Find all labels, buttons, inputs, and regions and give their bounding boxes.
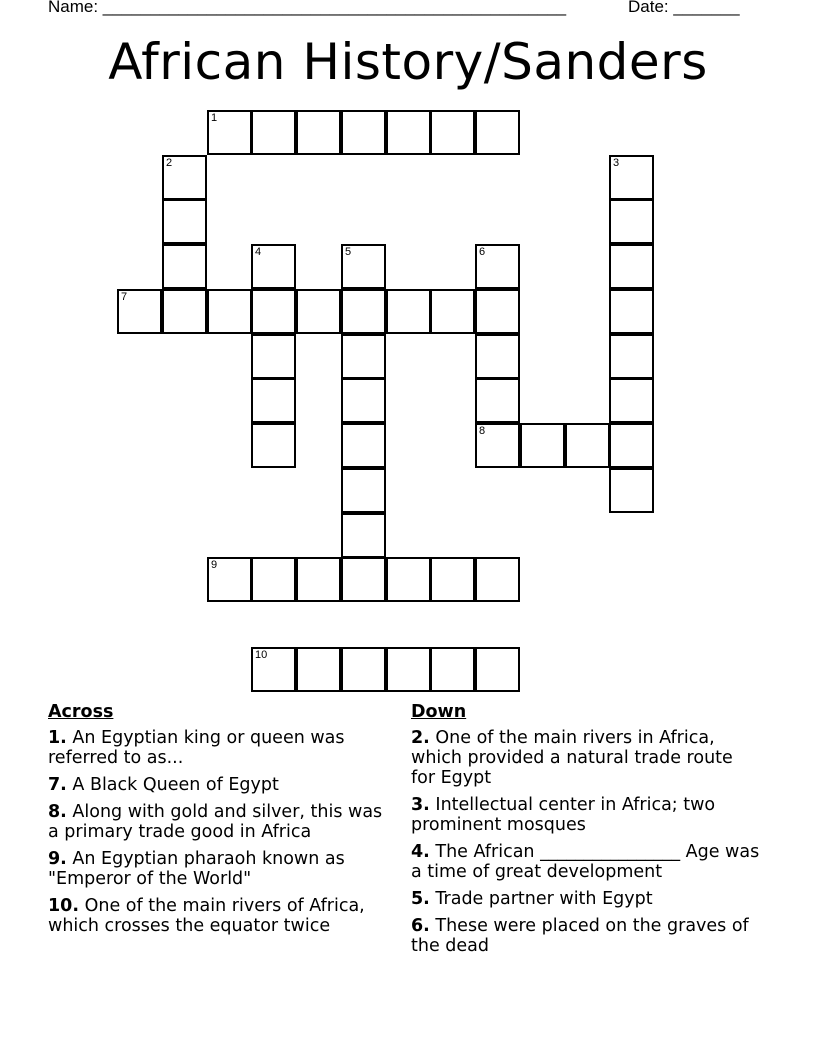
clue-text: The African ________________ Age was a time of great development bbox=[411, 842, 760, 882]
down-clue bbox=[411, 842, 761, 882]
grid-cell[interactable] bbox=[475, 557, 520, 602]
grid-cell[interactable] bbox=[475, 110, 520, 155]
grid-cell[interactable] bbox=[162, 199, 207, 244]
grid-cell[interactable] bbox=[386, 647, 431, 692]
grid-cell[interactable] bbox=[296, 557, 341, 602]
grid-cell[interactable] bbox=[162, 289, 207, 334]
grid-cell[interactable] bbox=[117, 289, 162, 334]
clue-text: Intellectual center in Africa; two prominent mosques bbox=[411, 795, 716, 835]
grid-cell[interactable] bbox=[609, 244, 654, 289]
grid-cell[interactable] bbox=[520, 423, 565, 468]
grid-cell[interactable] bbox=[341, 423, 386, 468]
clue-number-label: 6 bbox=[479, 246, 486, 258]
across-clue bbox=[48, 775, 398, 795]
clue-number-label: 9 bbox=[211, 559, 218, 571]
grid-cell[interactable] bbox=[430, 289, 475, 334]
grid-cell[interactable] bbox=[251, 289, 296, 334]
down-clue bbox=[411, 728, 761, 788]
grid-cell[interactable] bbox=[475, 334, 520, 379]
down-heading: Down bbox=[411, 702, 467, 722]
grid-cell[interactable] bbox=[475, 244, 520, 289]
grid-cell[interactable] bbox=[609, 199, 654, 244]
name-field[interactable]: Name: _________________________________________________ bbox=[48, 0, 567, 16]
grid-cell[interactable] bbox=[251, 334, 296, 379]
grid-cell[interactable] bbox=[251, 423, 296, 468]
clue-number-label: 8 bbox=[479, 425, 486, 437]
clue-number: 2. bbox=[411, 728, 430, 748]
down-clue bbox=[411, 916, 761, 956]
clue-number: 6. bbox=[411, 916, 430, 936]
page-title: African History/Sanders bbox=[108, 33, 708, 91]
grid-cell[interactable] bbox=[430, 110, 475, 155]
clue-number-label: 10 bbox=[255, 649, 268, 661]
grid-cell[interactable] bbox=[341, 244, 386, 289]
grid-cell[interactable] bbox=[386, 557, 431, 602]
clue-text: One of the main rivers of Africa, which crosses the equator twice bbox=[48, 896, 365, 936]
grid-cell[interactable] bbox=[207, 110, 252, 155]
grid-cell[interactable] bbox=[475, 289, 520, 334]
grid-cell[interactable] bbox=[341, 557, 386, 602]
grid-cell[interactable] bbox=[162, 244, 207, 289]
clue-number: 5. bbox=[411, 889, 430, 909]
grid-cell[interactable] bbox=[341, 334, 386, 379]
clue-text: One of the main rivers in Africa, which provided a natural trade route for Egypt bbox=[411, 728, 733, 788]
grid-cell[interactable] bbox=[609, 289, 654, 334]
grid-cell[interactable] bbox=[609, 378, 654, 423]
clue-number-label: 7 bbox=[121, 291, 128, 303]
grid-cell[interactable] bbox=[609, 155, 654, 200]
clue-text: Along with gold and silver, this was a primary trade good in Africa bbox=[48, 802, 383, 842]
clue-number-label: 5 bbox=[345, 246, 352, 258]
clue-number: 7. bbox=[48, 775, 67, 795]
grid-cell[interactable] bbox=[386, 110, 431, 155]
clue-number-label: 3 bbox=[613, 157, 620, 169]
grid-cell[interactable] bbox=[207, 557, 252, 602]
grid-cell[interactable] bbox=[430, 557, 475, 602]
date-field[interactable]: Date: _______ bbox=[628, 0, 740, 16]
grid-cell[interactable] bbox=[475, 647, 520, 692]
clue-text: An Egyptian pharaoh known as "Emperor of the World" bbox=[48, 849, 345, 889]
grid-cell[interactable] bbox=[341, 289, 386, 334]
grid-cell[interactable] bbox=[251, 647, 296, 692]
clue-number: 9. bbox=[48, 849, 67, 869]
grid-cell[interactable] bbox=[386, 289, 431, 334]
grid-cell[interactable] bbox=[430, 647, 475, 692]
grid-cell[interactable] bbox=[296, 110, 341, 155]
clue-text: An Egyptian king or queen was referred to as... bbox=[48, 728, 345, 768]
grid-cell[interactable] bbox=[341, 378, 386, 423]
across-clue bbox=[48, 728, 398, 768]
clue-number: 8. bbox=[48, 802, 67, 822]
grid-cell[interactable] bbox=[341, 468, 386, 513]
grid-cell[interactable] bbox=[251, 244, 296, 289]
down-clue bbox=[411, 795, 761, 835]
grid-cell[interactable] bbox=[251, 557, 296, 602]
down-clue bbox=[411, 889, 761, 909]
clue-text: Trade partner with Egypt bbox=[435, 889, 653, 909]
clue-number: 3. bbox=[411, 795, 430, 815]
grid-cell[interactable] bbox=[296, 289, 341, 334]
grid-cell[interactable] bbox=[341, 110, 386, 155]
grid-cell[interactable] bbox=[609, 423, 654, 468]
clue-text: A Black Queen of Egypt bbox=[72, 775, 279, 795]
grid-cell[interactable] bbox=[609, 468, 654, 513]
across-clues bbox=[48, 702, 398, 943]
clue-number: 10. bbox=[48, 896, 80, 916]
grid-cell[interactable] bbox=[341, 513, 386, 558]
down-clues bbox=[411, 702, 761, 963]
grid-cell[interactable] bbox=[475, 423, 520, 468]
grid-cell[interactable] bbox=[251, 110, 296, 155]
clue-number: 4. bbox=[411, 842, 430, 862]
grid-cell[interactable] bbox=[565, 423, 610, 468]
across-clue bbox=[48, 849, 398, 889]
grid-cell[interactable] bbox=[251, 378, 296, 423]
across-clue bbox=[48, 802, 398, 842]
clue-text: These were placed on the graves of the dead bbox=[411, 916, 749, 956]
grid-cell[interactable] bbox=[341, 647, 386, 692]
clue-number: 1. bbox=[48, 728, 67, 748]
clue-number-label: 1 bbox=[211, 112, 218, 124]
grid-cell[interactable] bbox=[162, 155, 207, 200]
grid-cell[interactable] bbox=[609, 334, 654, 379]
across-clue bbox=[48, 896, 398, 936]
across-heading: Across bbox=[48, 702, 114, 722]
clue-number-label: 2 bbox=[166, 157, 173, 169]
grid-cell[interactable] bbox=[207, 289, 252, 334]
grid-cell[interactable] bbox=[296, 647, 341, 692]
grid-cell[interactable] bbox=[475, 378, 520, 423]
clue-number-label: 4 bbox=[255, 246, 262, 258]
